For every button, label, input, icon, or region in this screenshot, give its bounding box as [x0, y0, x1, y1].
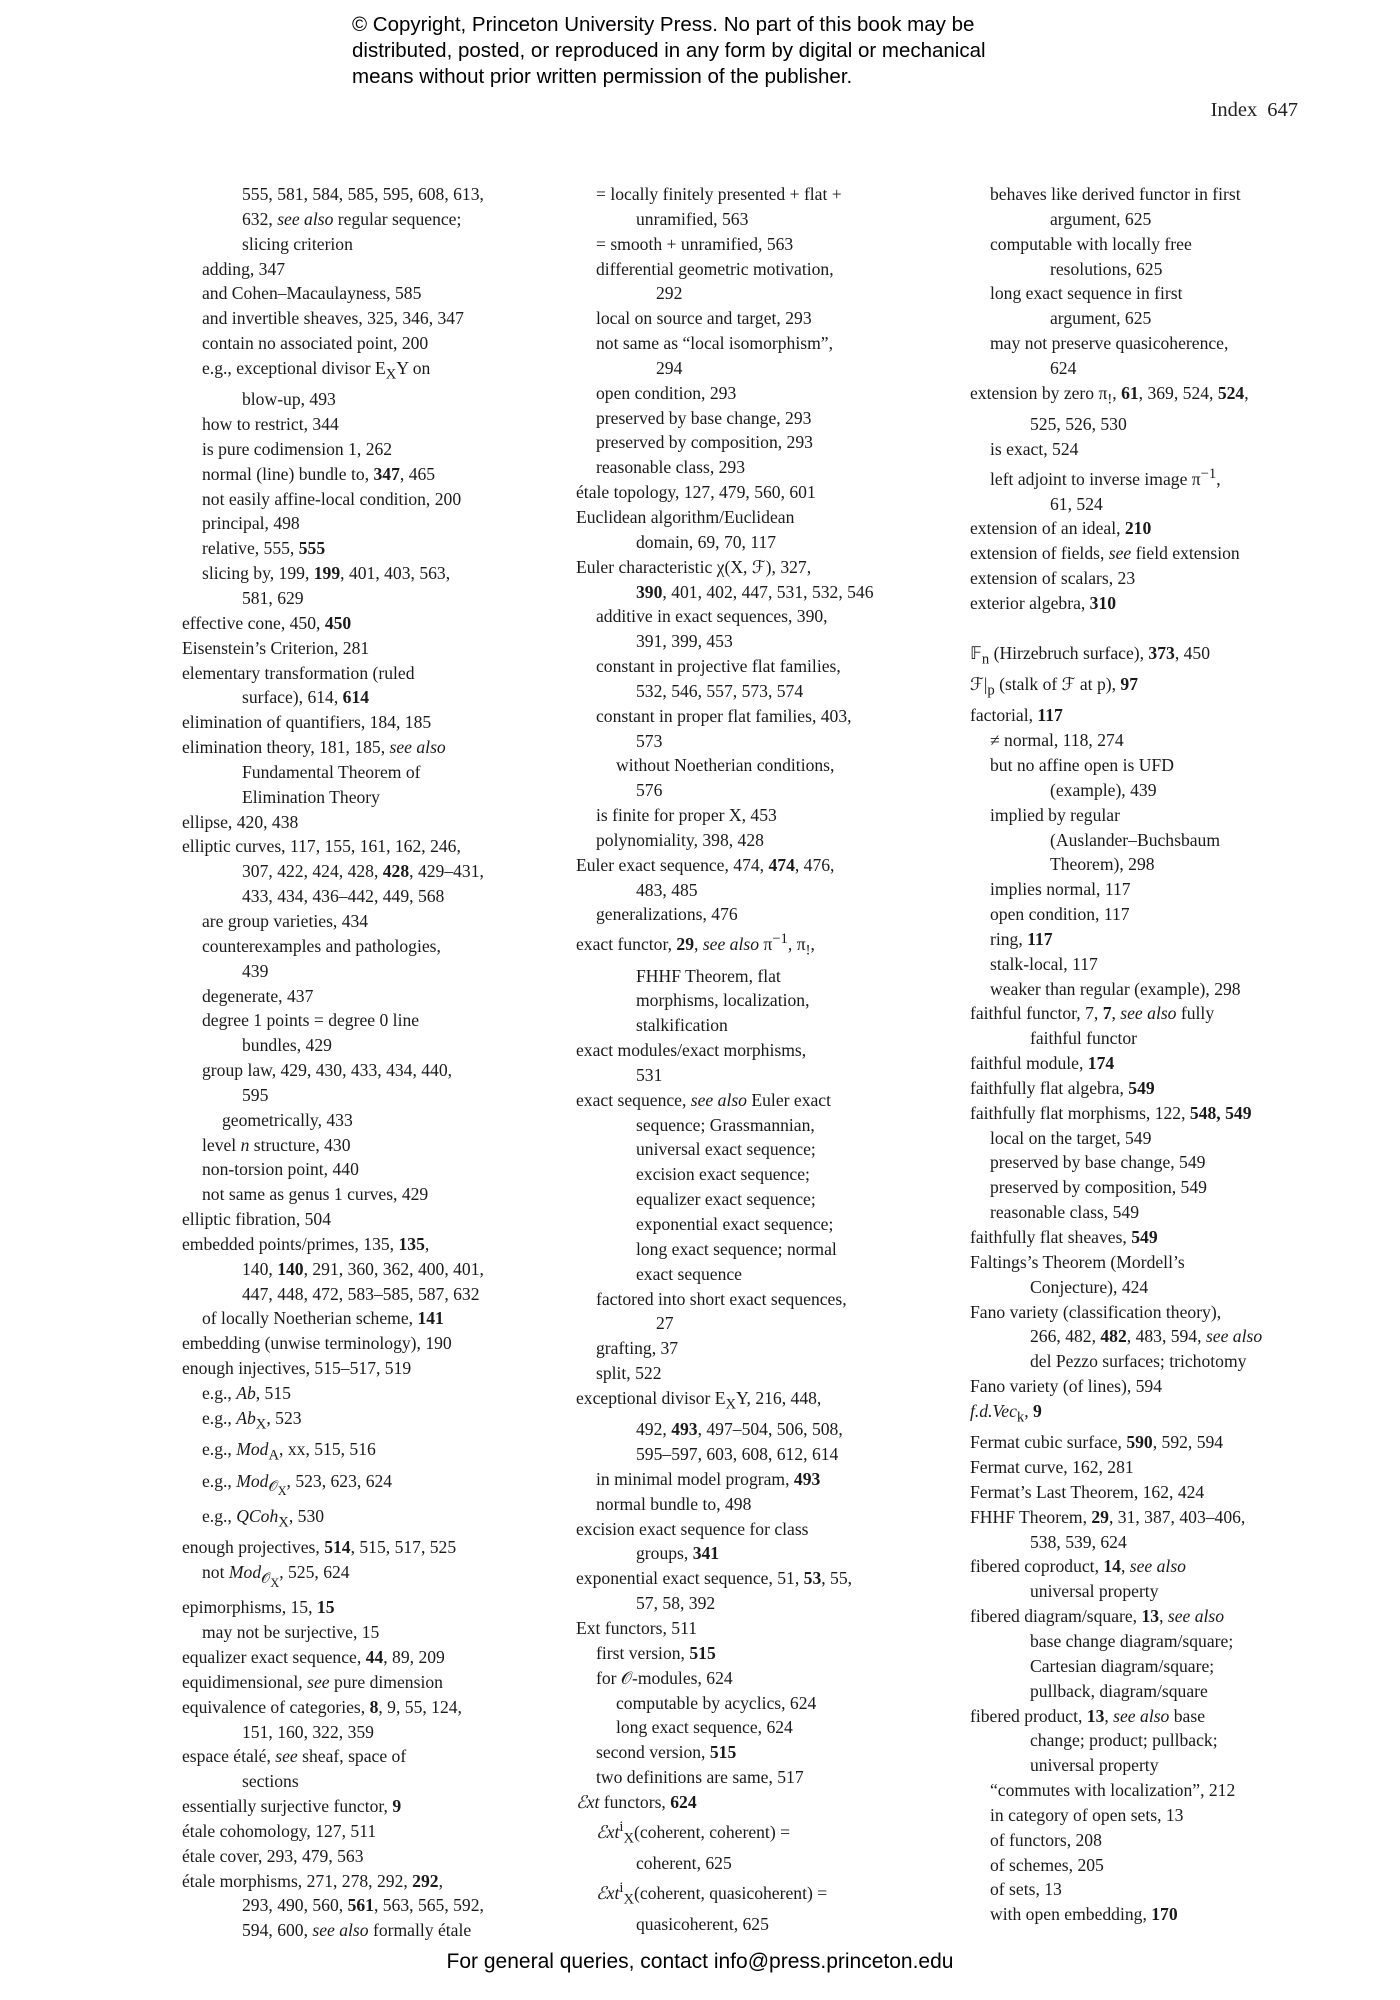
- index-entry-continuation: 555, 581, 584, 585, 595, 608, 613,: [242, 184, 484, 204]
- index-subentry: how to restrict, 344: [202, 414, 339, 435]
- index-subentry: for 𝒪-modules, 624: [596, 1667, 733, 1688]
- index-entry-continuation: sections: [242, 1771, 299, 1792]
- index-subentry: preserved by base change, 549: [990, 1152, 1206, 1173]
- index-subentry: left adjoint to inverse image $\pi^{-1}$,: [990, 465, 1221, 489]
- index-entry-continuation: Fundamental Theorem of: [242, 761, 421, 782]
- index-entry: faithfully flat sheaves, 549: [970, 1227, 1158, 1247]
- index-subentry: may not preserve quasicoherence,: [990, 333, 1229, 354]
- index-subentry: additive in exact sequences, 390,: [596, 606, 828, 627]
- index-subentry: split, 522: [596, 1363, 662, 1384]
- index-subentry: = smooth + unramified, 563: [596, 233, 794, 254]
- index-entry: factorial, 117: [970, 705, 1063, 726]
- index-subentry: local on source and target, 293: [596, 308, 812, 329]
- index-entry: Fermat curve, 162, 281: [970, 1457, 1134, 1478]
- index-subentry: without Noetherian conditions,: [616, 755, 835, 776]
- index-entry-continuation: exact sequence: [636, 1263, 742, 1284]
- index-subentry: of locally Noetherian scheme, 141: [202, 1308, 444, 1329]
- index-subentry: generalizations, 476: [596, 904, 738, 925]
- index-entry: étale cohomology, 127, 511: [182, 1820, 377, 1841]
- index-entry: fibered coproduct, 14, see also: [970, 1556, 1186, 1577]
- index-subentry: of sets, 13: [990, 1879, 1062, 1900]
- index-entry: exponential exact sequence, 51, 53, 55,: [576, 1568, 853, 1589]
- index-entry: exact modules/exact morphisms,: [576, 1040, 807, 1061]
- index-entry: faithful functor, 7, 7, see also fully: [970, 1003, 1215, 1024]
- copyright-line: © Copyright, Princeton University Press. No part of this book may be: [352, 13, 975, 36]
- index-entry-continuation: 525, 526, 530: [1030, 414, 1127, 435]
- index-entry-continuation: 140, 140, 291, 360, 362, 400, 401,: [242, 1258, 484, 1279]
- index-entry-continuation: universal exact sequence;: [636, 1139, 816, 1160]
- index-subentry: “commutes with localization”, 212: [990, 1780, 1236, 1801]
- index-subentry: grafting, 37: [596, 1338, 679, 1359]
- index-entry-continuation: 294: [656, 357, 683, 378]
- index-entry-continuation: universal property: [1030, 1581, 1159, 1602]
- index-entry: Fano variety (of lines), 594: [970, 1376, 1163, 1397]
- index-entry-continuation: 624: [1050, 357, 1077, 378]
- index-entry: fibered diagram/square, 13, see also: [970, 1606, 1225, 1627]
- index-subentry: local on the target, 549: [990, 1127, 1152, 1148]
- index-subentry: factored into short exact sequences,: [596, 1288, 847, 1309]
- index-subentry: differential geometric motivation,: [596, 258, 834, 279]
- index-entry: Euler exact sequence, 474, 474, 476,: [576, 854, 835, 875]
- index-entry-continuation: 576: [636, 780, 663, 801]
- index-entry-continuation: 492, 493, 497–504, 506, 508,: [636, 1419, 843, 1440]
- index-subentry: ring, 117: [990, 928, 1053, 949]
- index-subentry: adding, 347: [202, 258, 286, 279]
- index-entry-continuation: FHHF Theorem, flat: [636, 965, 781, 986]
- index-entry-continuation: sequence; Grassmannian,: [636, 1114, 815, 1135]
- index-entry-continuation: (Auslander–Buchsbaum: [1050, 829, 1221, 850]
- index-entry: Fano variety (classification theory),: [970, 1301, 1222, 1322]
- index-entry: extension of fields, see field extension: [970, 543, 1240, 564]
- index-entry: elimination of quantifiers, 184, 185: [182, 712, 432, 733]
- index-subentry: is pure codimension 1, 262: [202, 438, 393, 459]
- index-entry-continuation: 266, 482, 482, 483, 594, see also: [1030, 1326, 1263, 1347]
- index-subentry: not same as “local isomorphism”,: [596, 333, 833, 354]
- running-head-title: Index: [1210, 99, 1258, 121]
- index-entry: Faltings’s Theorem (Mordell’s: [970, 1251, 1185, 1272]
- index-entry: equidimensional, see pure dimension: [182, 1671, 443, 1692]
- index-subentry: long exact sequence, 624: [616, 1717, 793, 1738]
- index-subentry: ≠ normal, 118, 274: [990, 730, 1124, 751]
- index-subentry: e.g., $Ab_X$, 523: [202, 1407, 302, 1433]
- index-entry: embedded points/primes, 135, 135,: [182, 1233, 430, 1254]
- running-head: [1201, 99, 1298, 122]
- index-entry: Ext functors, 511: [576, 1617, 698, 1638]
- index-entry-continuation: 532, 546, 557, 573, 574: [636, 680, 804, 701]
- index-subentry: second version, 515: [596, 1742, 737, 1763]
- footer-contact: For general queries, contact info@press.princeton.edu: [446, 1950, 954, 1973]
- index-subentry: and Cohen–Macaulayness, 585: [202, 283, 422, 304]
- index-entry-continuation: 390, 401, 402, 447, 531, 532, 546: [636, 581, 874, 602]
- index-entry: exact sequence, see also Euler exact: [576, 1089, 831, 1110]
- index-entry-continuation: unramified, 563: [636, 208, 749, 229]
- index-entry-continuation: slicing criterion: [242, 233, 353, 254]
- page-number: 647: [1267, 99, 1298, 121]
- index-subentry: preserved by base change, 293: [596, 407, 812, 428]
- index-subentry: weaker than regular (example), 298: [990, 978, 1241, 999]
- index-entry-continuation: Cartesian diagram/square;: [1030, 1655, 1215, 1676]
- index-entry: faithful module, 174: [970, 1053, 1115, 1074]
- index-entry-continuation: 151, 160, 322, 359: [242, 1721, 374, 1742]
- index-entry: f.d.Vec$_k$, 9: [970, 1400, 1042, 1426]
- index-entry-continuation: del Pezzo surfaces; trichotomy: [1030, 1351, 1247, 1372]
- index-entry-continuation: 61, 524: [1050, 493, 1103, 514]
- index-subentry: e.g., QCoh$_X$, 530: [202, 1505, 325, 1531]
- index-entry-continuation: pullback, diagram/square: [1030, 1680, 1208, 1701]
- index-subentry: long exact sequence in first: [990, 283, 1183, 304]
- index-column-2: [576, 182, 966, 1937]
- index-subentry: slicing by, 199, 199, 401, 403, 563,: [202, 563, 451, 584]
- index-entry: embedding (unwise terminology), 190: [182, 1333, 452, 1354]
- index-entry-continuation: Conjecture), 424: [1030, 1276, 1149, 1297]
- index-entry: Euler characteristic χ(X, ℱ), 327,: [576, 556, 812, 577]
- index-subentry: level n structure, 430: [202, 1134, 351, 1155]
- index-subentry: ℰxt$^i_X$(coherent, quasicoherent) =: [596, 1879, 828, 1908]
- index-entry-continuation: blow-up, 493: [242, 389, 336, 410]
- index-subentry: reasonable class, 293: [596, 457, 746, 478]
- index-entry: $ℱ|_p$ (stalk of ℱ at p), 97: [970, 673, 1138, 699]
- index-entry: espace étalé, see sheaf, space of: [182, 1746, 407, 1767]
- index-entry-continuation: 531: [636, 1064, 663, 1085]
- index-entry: faithfully flat algebra, 549: [970, 1077, 1155, 1098]
- index-subentry: stalk-local, 117: [990, 953, 1098, 974]
- index-entry: enough projectives, 514, 515, 517, 525: [182, 1537, 457, 1558]
- index-entry-continuation: 433, 434, 436–442, 449, 568: [242, 886, 445, 907]
- copyright-notice: [352, 12, 1112, 90]
- index-subentry: is finite for proper X, 453: [596, 805, 777, 826]
- index-subentry: and invertible sheaves, 325, 346, 347: [202, 308, 464, 329]
- index-entry: exact functor, 29, see also $\pi^{-1}$, $\pi_!$,: [576, 931, 815, 959]
- index-subentry: = locally finitely presented + flat +: [596, 184, 842, 204]
- index-subentry: in category of open sets, 13: [990, 1804, 1184, 1825]
- index-entry: fibered product, 13, see also base: [970, 1705, 1206, 1726]
- index-entry: Euclidean algorithm/Euclidean: [576, 506, 795, 527]
- index-subentry: principal, 498: [202, 513, 300, 534]
- index-subentry: implies normal, 117: [990, 879, 1131, 900]
- index-entry-continuation: 293, 490, 560, 561, 563, 565, 592,: [242, 1895, 484, 1916]
- index-subentry: counterexamples and pathologies,: [202, 935, 441, 956]
- index-entry: exceptional divisor $E_XY$, 216, 448,: [576, 1387, 822, 1413]
- index-entry-continuation: 307, 422, 424, 428, 428, 429–431,: [242, 861, 484, 882]
- index-subentry: in minimal model program, 493: [596, 1468, 821, 1489]
- index-entry: extension of scalars, 23: [970, 568, 1136, 589]
- index-subentry: constant in proper flat families, 403,: [596, 705, 852, 726]
- index-entry-continuation: 573: [636, 730, 663, 751]
- index-subentry: normal bundle to, 498: [596, 1493, 752, 1514]
- index-entry: ellipse, 420, 438: [182, 811, 299, 832]
- index-entry-continuation: (example), 439: [1050, 779, 1157, 800]
- index-subentry: polynomiality, 398, 428: [596, 829, 764, 850]
- index-entry: FHHF Theorem, 29, 31, 387, 403–406,: [970, 1506, 1246, 1527]
- index-entry: extension by zero $\pi_!$, 61, 369, 524, 524,: [970, 382, 1249, 408]
- index-subentry: two definitions are same, 517: [596, 1767, 804, 1788]
- index-entry: elliptic curves, 117, 155, 161, 162, 246,: [182, 836, 461, 857]
- index-subentry: not easily affine-local condition, 200: [202, 488, 462, 509]
- index-entry-continuation: Theorem), 298: [1050, 854, 1155, 875]
- index-entry-continuation: 57, 58, 392: [636, 1593, 716, 1614]
- index-entry-continuation: 27: [656, 1313, 674, 1334]
- index-entry: étale topology, 127, 479, 560, 601: [576, 482, 816, 503]
- index-entry-continuation: Elimination Theory: [242, 786, 380, 807]
- index-entry-continuation: 447, 448, 472, 583–585, 587, 632: [242, 1283, 480, 1304]
- index-entry: elementary transformation (ruled: [182, 662, 415, 683]
- index-subentry: implied by regular: [990, 804, 1120, 825]
- index-subentry: reasonable class, 549: [990, 1202, 1140, 1223]
- index-subentry: computable by acyclics, 624: [616, 1692, 817, 1713]
- index-subentry: degenerate, 437: [202, 985, 314, 1006]
- index-subentry: not Mod$_{𝒪_X}$, 525, 624: [202, 1562, 350, 1590]
- index-entry-continuation: 391, 399, 453: [636, 631, 733, 652]
- index-entry: étale morphisms, 271, 278, 292, 292,: [182, 1870, 443, 1891]
- index-subentry: is exact, 524: [990, 438, 1079, 459]
- index-entry: equalizer exact sequence, 44, 89, 209: [182, 1647, 445, 1668]
- index-entry-continuation: 594, 600, see also formally étale: [242, 1920, 472, 1941]
- index-entry-continuation: universal property: [1030, 1755, 1159, 1776]
- index-column-1: [182, 182, 572, 1943]
- index-subentry: constant in projective flat families,: [596, 656, 841, 677]
- index-subentry: preserved by composition, 549: [990, 1177, 1207, 1198]
- index-entry: elliptic fibration, 504: [182, 1209, 332, 1230]
- index-subentry: e.g., Ab, 515: [202, 1383, 291, 1404]
- index-subentry: contain no associated point, 200: [202, 333, 429, 354]
- index-entry: epimorphisms, 15, 15: [182, 1597, 335, 1618]
- index-entry-continuation: 595–597, 603, 608, 612, 614: [636, 1444, 839, 1465]
- index-entry-continuation: argument, 625: [1050, 308, 1152, 329]
- index-entry: essentially surjective functor, 9: [182, 1796, 402, 1817]
- index-subentry: preserved by composition, 293: [596, 432, 813, 453]
- index-entry-continuation: excision exact sequence;: [636, 1164, 810, 1185]
- index-entry: ℰxt functors, 624: [576, 1791, 697, 1812]
- index-entry-continuation: resolutions, 625: [1050, 258, 1163, 279]
- index-subentry: ℰxt$^i_X$(coherent, coherent) =: [596, 1818, 790, 1847]
- index-subentry: e.g., Mod$_A$, xx, 515, 516: [202, 1439, 376, 1464]
- index-entry: Fermat cubic surface, 590, 592, 594: [970, 1432, 1224, 1453]
- index-entry-continuation: argument, 625: [1050, 208, 1152, 229]
- index-entry: Fermat’s Last Theorem, 162, 424: [970, 1481, 1205, 1502]
- index-entry: faithfully flat morphisms, 122, 548, 549: [970, 1102, 1252, 1123]
- index-entry: extension of an ideal, 210: [970, 518, 1152, 539]
- letter-gap: [970, 616, 1360, 641]
- index-subentry: but no affine open is UFD: [990, 754, 1174, 775]
- index-subentry: e.g., Mod$_{𝒪_X}$, 523, 623, 624: [202, 1470, 393, 1499]
- copyright-line: distributed, posted, or reproduced in any form by digital or mechanical: [352, 39, 986, 62]
- index-entry: equivalence of categories, 8, 9, 55, 124,: [182, 1696, 462, 1717]
- index-entry-continuation: base change diagram/square;: [1030, 1631, 1234, 1652]
- index-entry: étale cover, 293, 479, 563: [182, 1845, 364, 1866]
- index-subentry: group law, 429, 430, 433, 434, 440,: [202, 1060, 453, 1081]
- index-subentry: are group varieties, 434: [202, 910, 369, 931]
- copyright-line: means without prior written permission of the publisher.: [352, 65, 853, 88]
- index-subentry: open condition, 293: [596, 382, 737, 403]
- index-subentry: non-torsion point, 440: [202, 1159, 359, 1180]
- index-entry: Eisenstein’s Criterion, 281: [182, 637, 370, 658]
- index-entry: 𝔽$_n$ (Hirzebruch surface), 373, 450: [970, 642, 1210, 668]
- index-subentry: may not be surjective, 15: [202, 1622, 380, 1643]
- index-entry-continuation: bundles, 429: [242, 1035, 332, 1056]
- index-subentry: not same as genus 1 curves, 429: [202, 1184, 429, 1205]
- index-subentry: normal (line) bundle to, 347, 465: [202, 463, 436, 484]
- index-entry: excision exact sequence for class: [576, 1518, 809, 1539]
- index-entry: enough injectives, 515–517, 519: [182, 1358, 412, 1379]
- index-entry-continuation: quasicoherent, 625: [636, 1914, 769, 1935]
- index-entry-continuation: 439: [242, 960, 269, 981]
- index-subentry: e.g., exceptional divisor $E_XY$ on: [202, 357, 431, 383]
- index-subentry: with open embedding, 170: [990, 1904, 1178, 1925]
- index-entry-continuation: morphisms, localization,: [636, 990, 810, 1011]
- index-entry-continuation: domain, 69, 70, 117: [636, 531, 777, 552]
- index-subentry: of schemes, 205: [990, 1854, 1104, 1875]
- index-subentry: relative, 555, 555: [202, 538, 326, 559]
- index-entry-continuation: 595: [242, 1084, 269, 1105]
- index-entry-continuation: exponential exact sequence;: [636, 1213, 834, 1234]
- index-entry-continuation: 538, 539, 624: [1030, 1531, 1127, 1552]
- index-entry-continuation: coherent, 625: [636, 1852, 732, 1873]
- index-entry-continuation: 483, 485: [636, 879, 698, 900]
- index-entry-continuation: equalizer exact sequence;: [636, 1189, 816, 1210]
- index-entry: exterior algebra, 310: [970, 592, 1117, 613]
- index-subentry: first version, 515: [596, 1642, 716, 1663]
- index-entry-continuation: surface), 614, 614: [242, 687, 370, 708]
- index-entry-continuation: faithful functor: [1030, 1028, 1137, 1049]
- index-entry-continuation: 632, see also regular sequence;: [242, 208, 462, 229]
- index-entry-continuation: change; product; pullback;: [1030, 1730, 1218, 1751]
- index-subentry: open condition, 117: [990, 904, 1130, 925]
- index-subentry: geometrically, 433: [222, 1109, 353, 1130]
- index-subentry: behaves like derived functor in first: [990, 184, 1241, 204]
- index-entry-continuation: 292: [656, 283, 683, 304]
- index-entry-continuation: 581, 629: [242, 588, 304, 609]
- index-subentry: computable with locally free: [990, 233, 1192, 254]
- index-entry-continuation: long exact sequence; normal: [636, 1238, 837, 1259]
- index-entry: effective cone, 450, 450: [182, 612, 352, 633]
- index-entry-continuation: groups, 341: [636, 1543, 720, 1564]
- index-entry-continuation: stalkification: [636, 1015, 728, 1036]
- index-entry: elimination theory, 181, 185, see also: [182, 737, 446, 758]
- index-column-3: [970, 182, 1360, 1927]
- index-subentry: of functors, 208: [990, 1829, 1102, 1850]
- index-subentry: degree 1 points = degree 0 line: [202, 1010, 420, 1031]
